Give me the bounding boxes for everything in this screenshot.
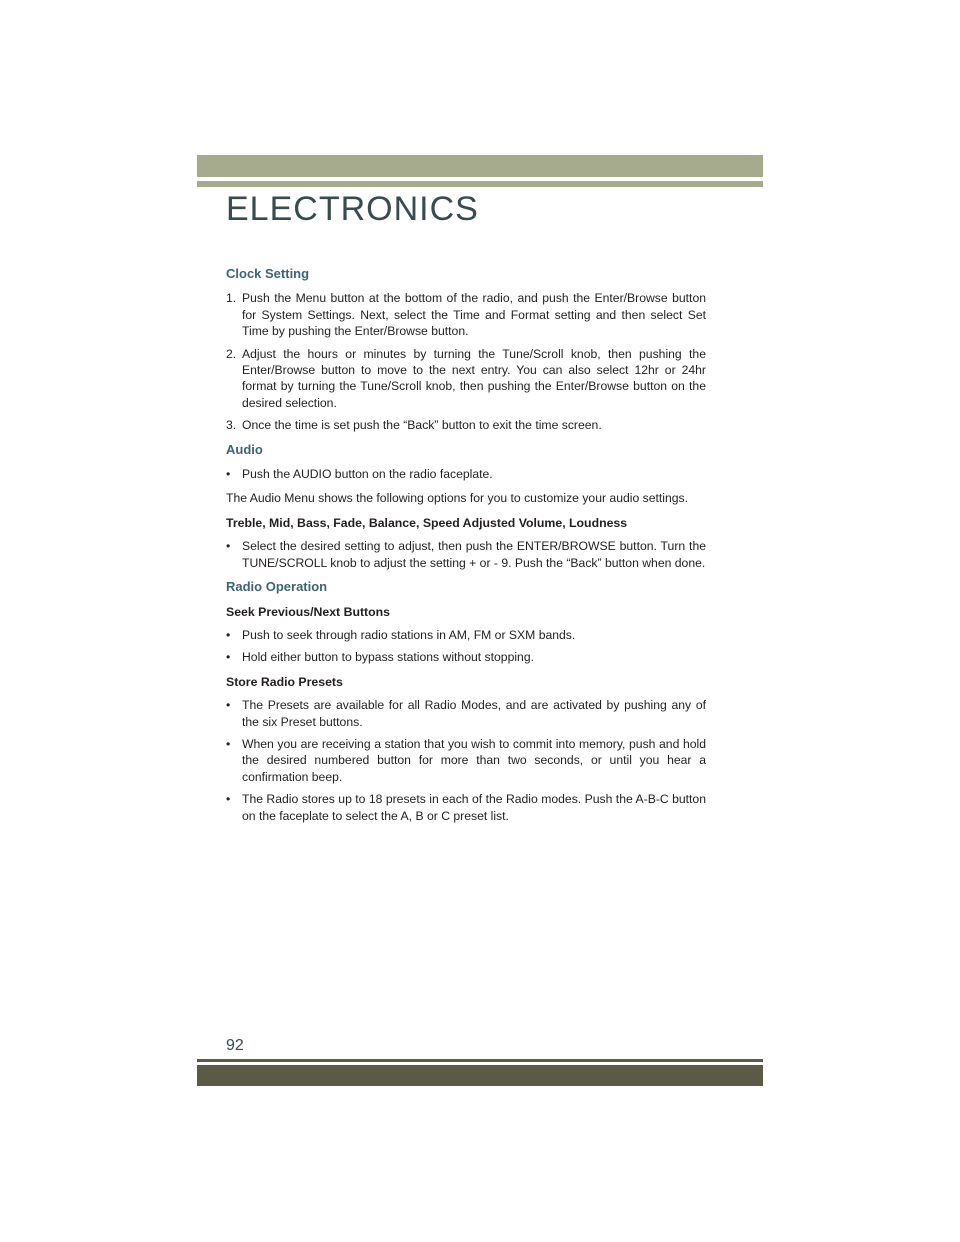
list-item: • Push the AUDIO button on the radio faceplate. xyxy=(226,467,493,482)
seek-list xyxy=(226,627,706,666)
list-item: 1. Push the Menu button at the bottom of the radio, and push the Enter/Browse button for System Settings. Next, select the Time and Format setting and then select Set Time by pushing the Enter/Browse button. xyxy=(226,291,706,339)
store-presets-subheading: Store Radio Presets xyxy=(226,674,343,689)
page-number: 92 xyxy=(226,1037,244,1054)
clock-steps-list xyxy=(226,290,706,433)
header-rule xyxy=(197,181,763,187)
list-item: 3. Once the time is set push the “Back” button to exit the time screen. xyxy=(226,418,602,433)
clock-setting-heading: Clock Setting xyxy=(226,266,310,281)
audio-list xyxy=(226,466,706,482)
section-title: ELECTRONICS xyxy=(226,190,479,228)
audio-menu-paragraph: The Audio Menu shows the following options for you to customize your audio settings. xyxy=(226,491,689,506)
list-item: • Hold either button to bypass stations without stopping. xyxy=(226,650,535,665)
page-content xyxy=(226,262,706,832)
footer-band xyxy=(197,1065,763,1086)
seek-buttons-subheading: Seek Previous/Next Buttons xyxy=(226,604,391,619)
list-item: • Select the desired setting to adjust, then push the ENTER/BROWSE button. Turn the TUNE/SCROLL knob to adjust the setting + or - 9. Push the “Back” button when done. xyxy=(226,539,706,570)
list-item: • When you are receiving a station that you wish to commit into memory, push and hold the desired numbered button for more than two seconds, or until you hear a confirmation beep. xyxy=(226,736,706,784)
footer-rule xyxy=(197,1059,763,1062)
audio-heading: Audio xyxy=(226,441,263,457)
header-band xyxy=(197,155,763,177)
audio-settings-list xyxy=(226,538,706,571)
presets-list xyxy=(226,697,706,824)
list-item: • The Presets are available for all Radio Modes, and are activated by pushing any of the six Preset buttons. xyxy=(226,698,706,729)
list-item: 2. Adjust the hours or minutes by turning the Tune/Scroll knob, then pushing the Enter/Browse button to move to the next entry. You can also select 12hr or 24hr format by turning the Tune/Scroll knob, then pushing the Enter/Browse button on the desired selection. xyxy=(226,346,706,410)
audio-settings-subheading: Treble, Mid, Bass, Fade, Balance, Speed Adjusted Volume, Loudness xyxy=(226,515,628,530)
radio-operation-heading: Radio Operation xyxy=(226,579,328,595)
list-item: • Push to seek through radio stations in AM, FM or SXM bands. xyxy=(226,627,576,642)
list-item: • The Radio stores up to 18 presets in each of the Radio modes. Push the A-B-C button on the faceplate to select the A, B or C preset list. xyxy=(226,792,706,823)
